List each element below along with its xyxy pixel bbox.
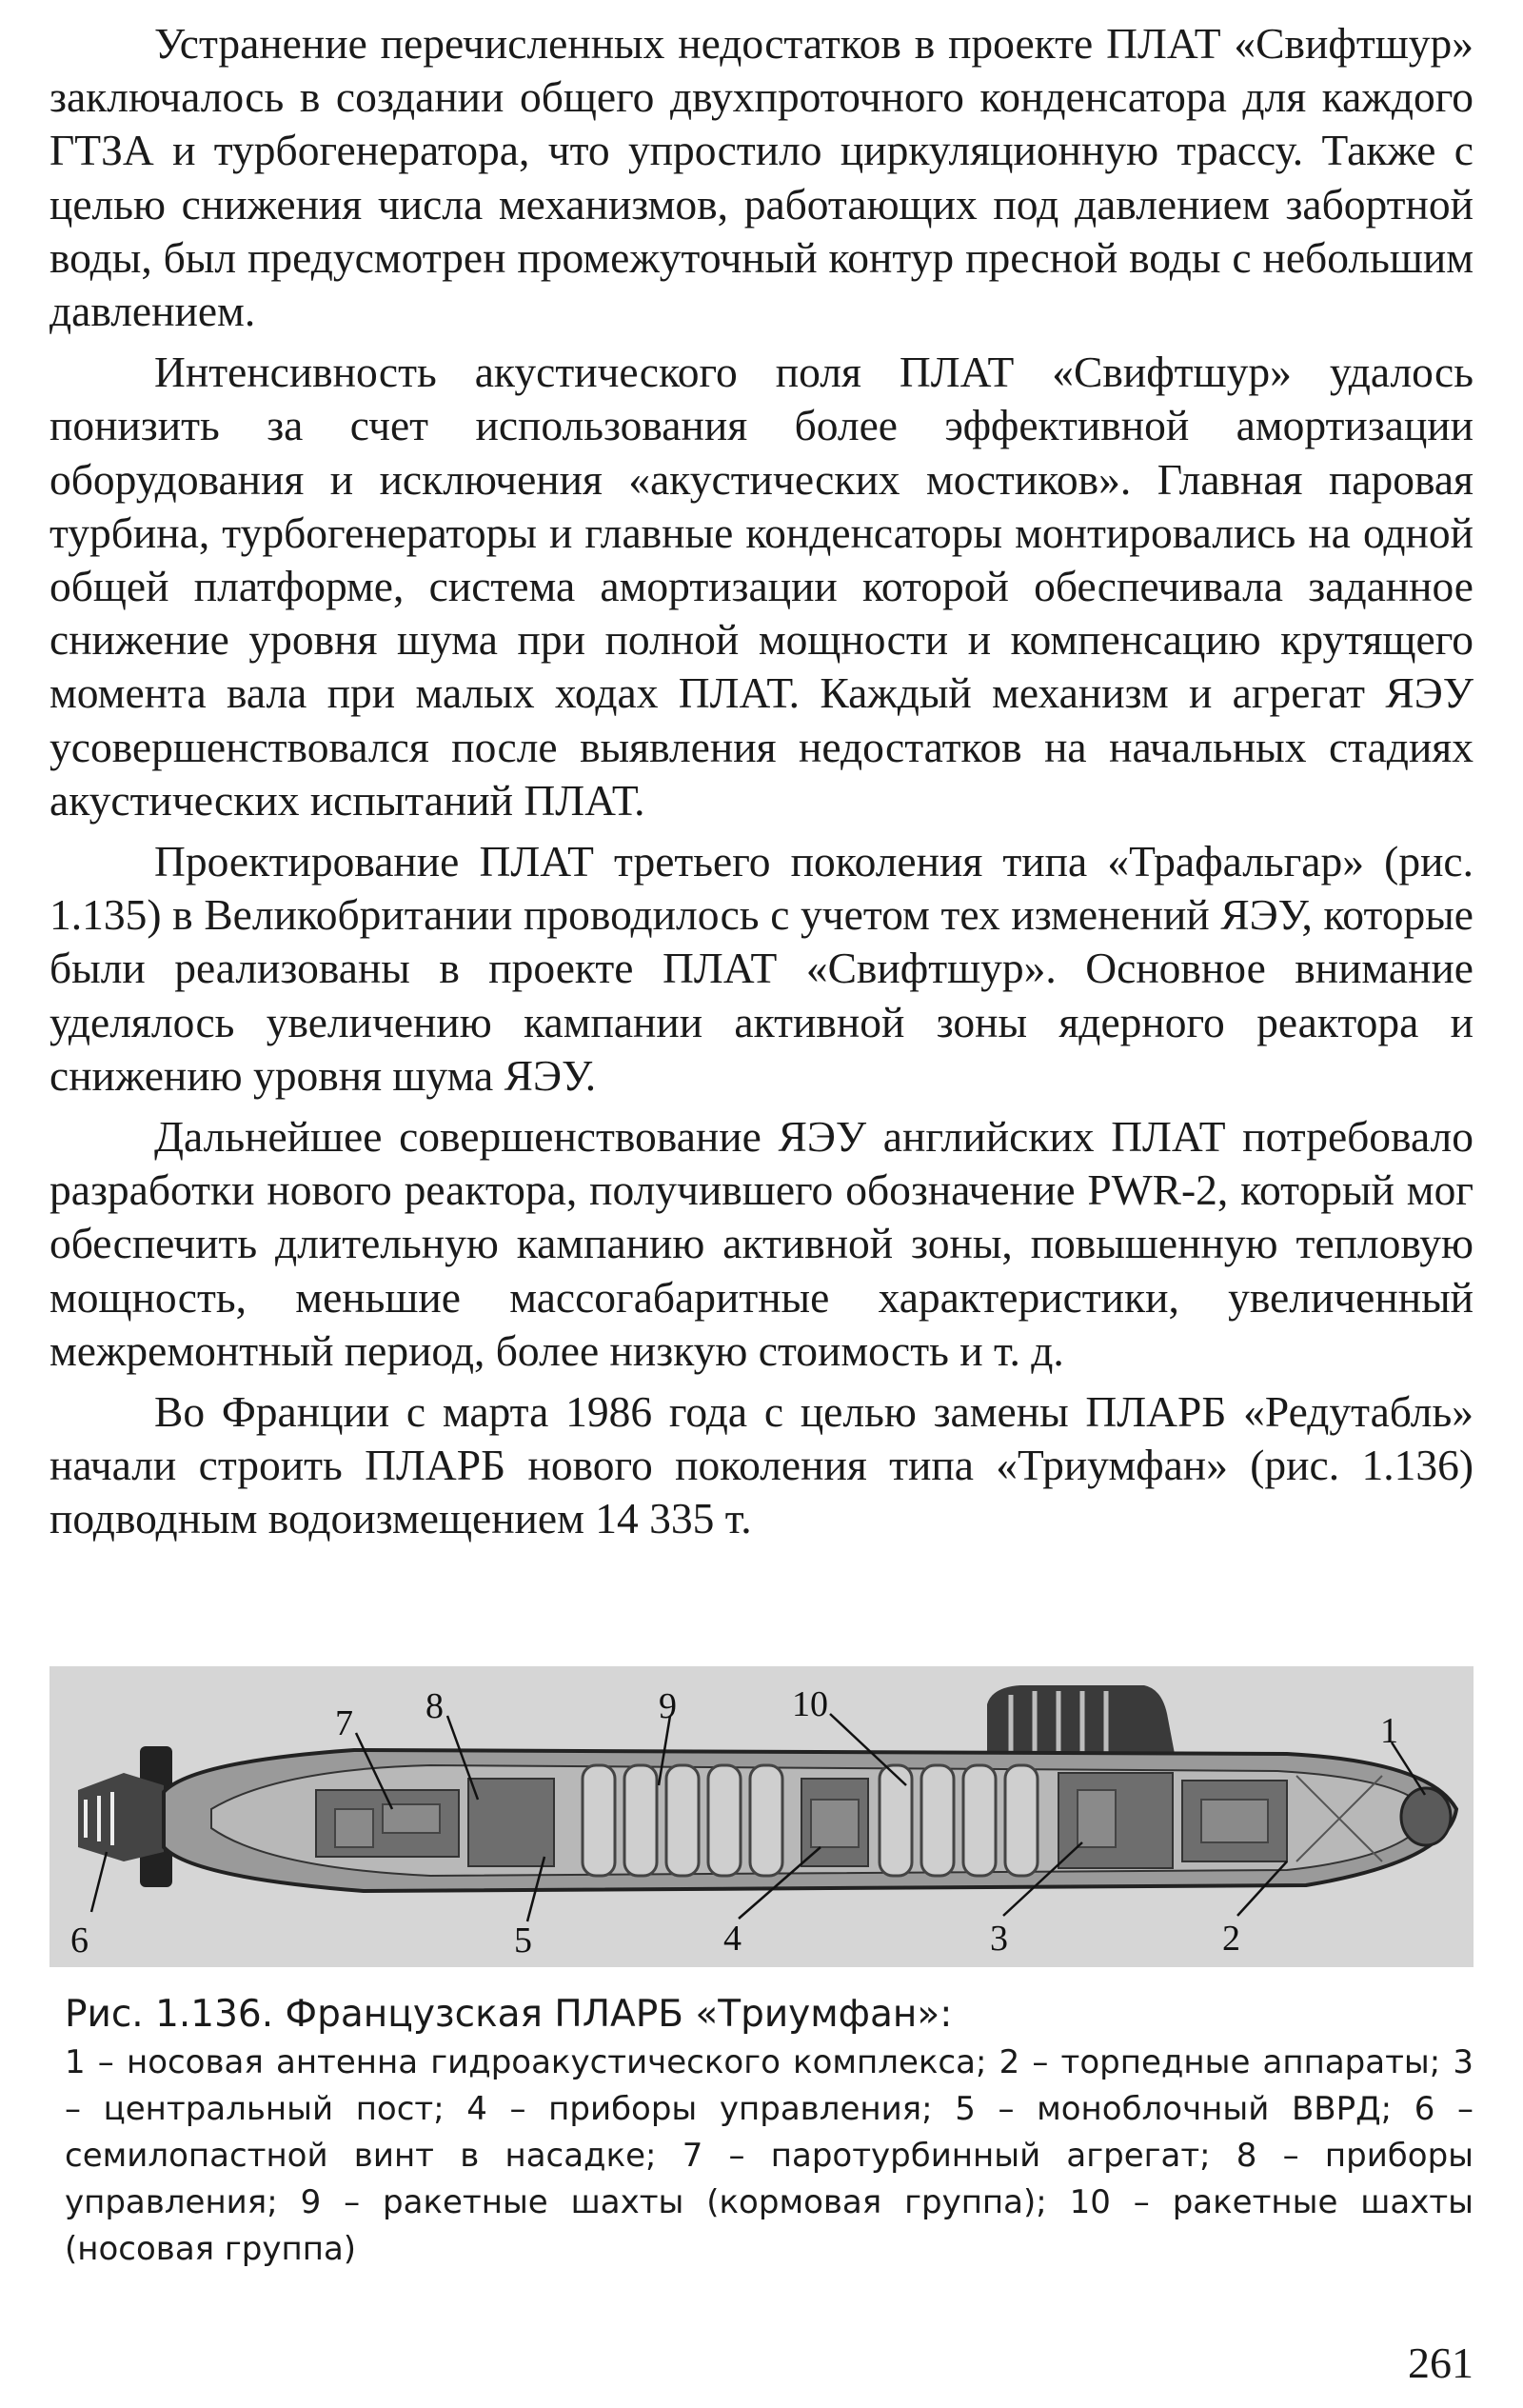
callout-label-2: 2 [1222,1919,1240,1959]
paragraph-4: Дальнейшее совершенствование ЯЭУ английских ПЛАТ потребовало разработки нового реактора, получившего обозначение PWR-2, который мог обеспечить длительную кампанию активной зоны, повышенную тепловую мощность, меньшие массогабаритные характеристики, увеличенный межремонтный период, более низкую стоимость и т. д. [49,1112,1474,1375]
callout-label-1: 1 [1380,1711,1398,1751]
figure-caption [65,1990,1474,2273]
paragraph-5: Во Франции с марта 1986 года с целью замены ПЛАРБ «Редутабль» начали строить ПЛАРБ нового поколения типа «Триумфан» (рис. 1.136) подводным водоизмещением 14 335 т. [49,1387,1474,1543]
paragraph-3: Проектирование ПЛАТ третьего поколения типа «Трафальгар» (рис. 1.135) в Великобритании проводилось с учетом тех изменений ЯЭУ, которые были реализованы в проекте ПЛАТ «Свифтшур». Основное внимание уделялось увеличению кампании активной зоны ядерного реактора и снижению уровня шума ЯЭУ. [49,837,1474,1100]
submarine-figure [49,1666,1474,1967]
caption-title: Рис. 1.136. Французская ПЛАРБ «Триумфан»: [65,1993,953,2036]
caption-legend: 1 – носовая антенна гидроакустического комплекса; 2 – торпедные аппараты; 3 – центральный пост; 4 – приборы управления; 5 – моноблочный ВВРД; 6 – семилопастной винт в насадке; 7 – паротурбинный агрегат; 8 – приборы управления; 9 – ракетные шахты (кормовая группа); 10 – ракетные шахты (носовая группа) [65,2043,1474,2268]
callout-label-7: 7 [335,1703,353,1743]
body-text [49,17,1474,1554]
callout-label-6: 6 [70,1920,89,1960]
callout-label-5: 5 [514,1920,532,1960]
paragraph-1: Устранение перечисленных недостатков в проекте ПЛАТ «Свифтшур» заключалось в создании общего двухпроточного конденсатора для каждого ГТЗА и турбогенератора, что упростило циркуляционную трассу. Также с целью снижения числа механизмов, работающих под давлением забортной воды, был предусмотрен промежуточный контур пресной воды с небольшим давлением. [49,19,1474,336]
paragraph-2: Интенсивность акустического поля ПЛАТ «Свифтшур» удалось понизить за счет использования более эффективной амортизации оборудования и исключения «акустических мостиков». Главная паровая турбина, турбогенераторы и главные конденсаторы монтировались на одной общей платформе, система амортизации которой обеспечивала заданное снижение уровня шума при полной мощности и компенсацию крутящего момента вала при малых ходах ПЛАТ. Каждый механизм и агрегат ЯЭУ усовершенствовался после выявления недостатков на начальных стадиях акустических испытаний ПЛАТ. [49,348,1474,825]
callout-label-10: 10 [792,1684,828,1724]
callout-label-9: 9 [659,1686,677,1726]
page-number: 261 [1408,2338,1474,2387]
callout-label-8: 8 [425,1686,444,1726]
callout-label-4: 4 [723,1919,742,1959]
submarine-cutaway-drawing [49,1666,1474,1967]
callout-label-3: 3 [990,1919,1008,1959]
